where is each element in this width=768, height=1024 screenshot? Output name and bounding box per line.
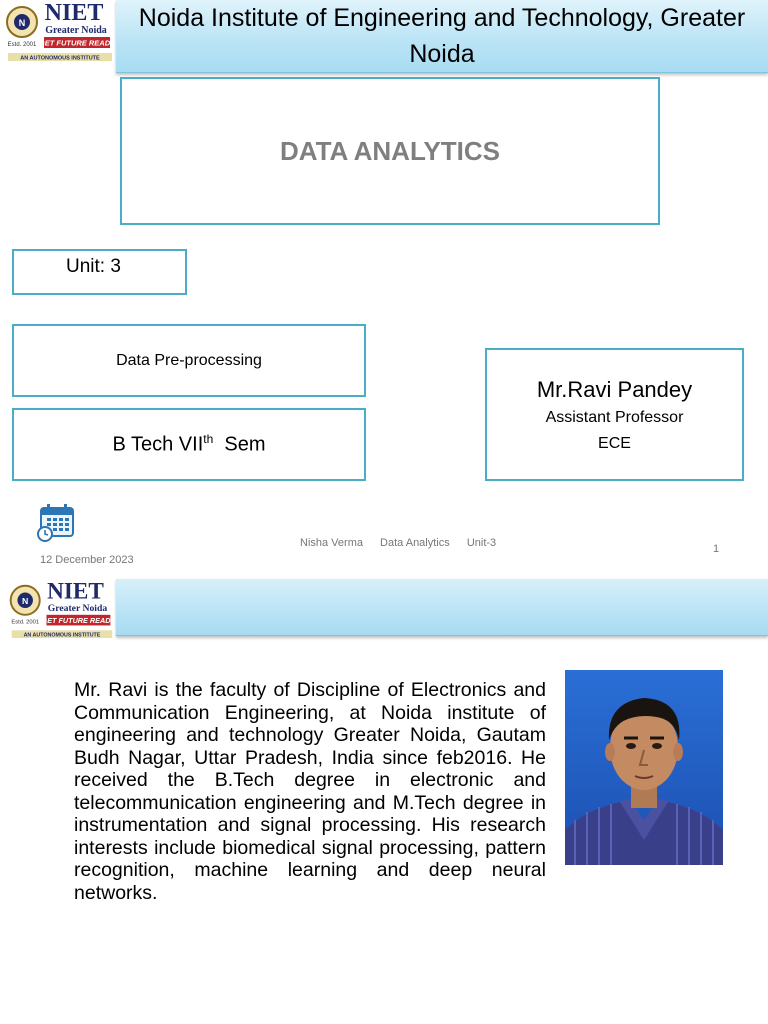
logo-location: Greater Noida: [45, 25, 107, 36]
svg-text:N: N: [22, 596, 29, 607]
bio-header-bar: [116, 579, 768, 636]
niet-logo-2: [6, 579, 116, 639]
topic-label: Data Pre-processing: [116, 351, 262, 369]
faculty-bio: Mr. Ravi is the faculty of Discipline of Electronics and Communication Engineering, at Noida institute of engineering and technology Greater Noida, Gautam Budh Nagar, Uttar Pradesh, India since feb2016. He received the B.Tech degree in electronic and telecommunication engineering and M.Tech degree in instrumentation and signal processing. His research interests include biomedical signal processing, pattern recognition, machine learning and deep neural networks.: [74, 679, 546, 904]
logo-subtitle: AN AUTONOMOUS INSTITUTE: [20, 55, 100, 62]
unit-label: Unit: 3: [66, 256, 121, 277]
calendar-icon: [36, 503, 76, 543]
logo-brand: NIET: [44, 0, 104, 26]
faculty-box: [485, 348, 744, 481]
faculty-bio-slide: [0, 575, 768, 1024]
institute-title: Noida Institute of Engineering and Technology, Greater Noida: [138, 4, 746, 68]
logo-tagline: GET FUTURE READY: [38, 38, 114, 48]
logo2-estd: Estd. 2001: [11, 619, 40, 626]
footer-author: Nisha Verma: [300, 537, 363, 549]
logo-estd: Estd. 2001: [7, 42, 37, 48]
logo2-subtitle: AN AUTONOMOUS INSTITUTE: [23, 632, 101, 639]
niet-logo: [4, 0, 114, 62]
logo2-tagline: GET FUTURE READY: [41, 616, 116, 626]
course-title: DATA ANALYTICS: [279, 135, 501, 166]
topic-box: [12, 324, 366, 397]
footer-unit: Unit-3: [466, 537, 497, 549]
svg-text:N: N: [18, 18, 26, 28]
footer-subject: Data Analytics: [380, 537, 450, 549]
faculty-dept: ECE: [598, 434, 631, 452]
footer-info: [300, 537, 510, 549]
page-number: 1: [713, 543, 720, 555]
faculty-role: Assistant Professor: [545, 408, 684, 426]
logo2-brand: NIET: [47, 579, 104, 605]
faculty-photo: [565, 670, 723, 865]
logo2-location: Greater Noida: [47, 602, 108, 614]
faculty-name: Mr.Ravi Pandey: [536, 376, 693, 402]
footer-date: 12 December 2023: [40, 554, 134, 566]
course-title-box: [120, 77, 660, 225]
semester-label: B Tech VIIth Sem: [112, 432, 266, 456]
semester-box: [12, 408, 366, 481]
